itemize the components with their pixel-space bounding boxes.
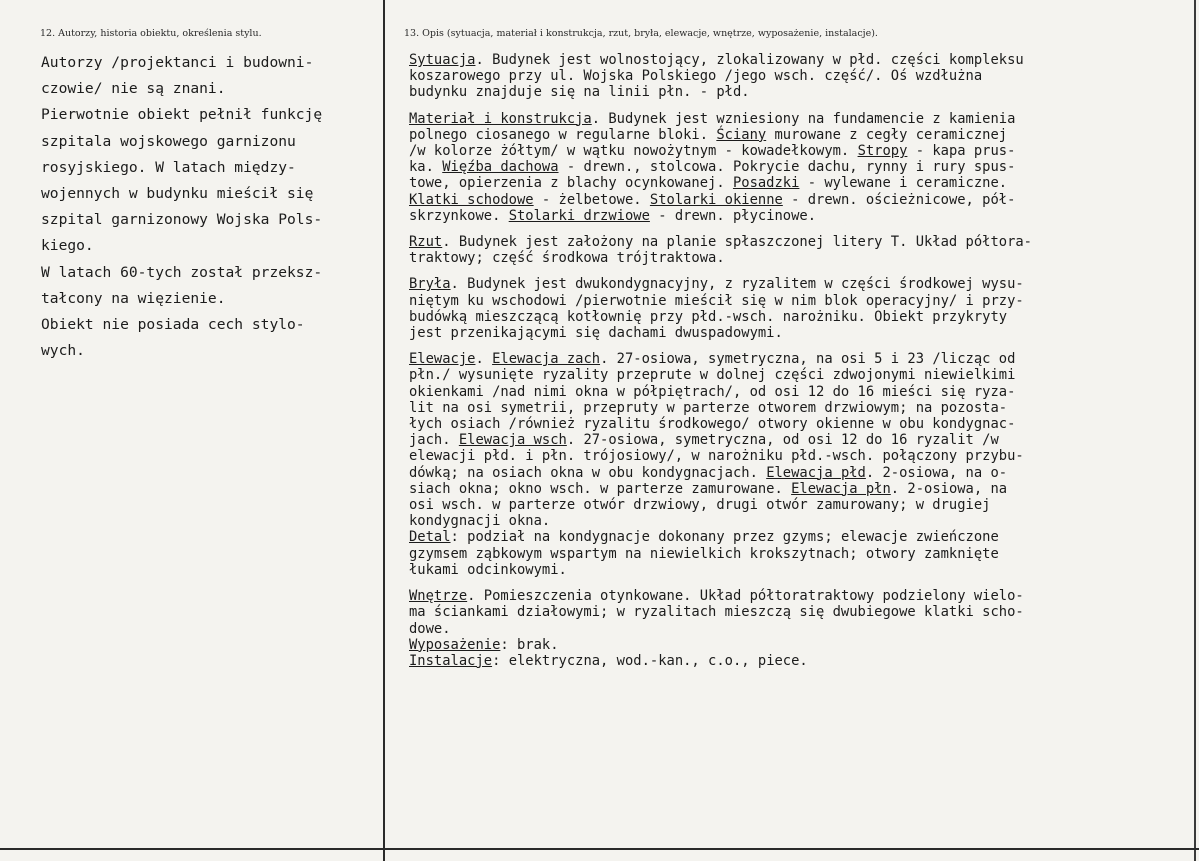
section-elewacje: Elewacje. Elewacja zach. 27-osiowa, symetryczna, na osi 5 i 23 /licząc od płn./ wysunięte ryzality przeprute w dolnej części zdwojonymi niewielkimi okienkami /nad nimi okna w półpiętrach/, od osi 12 do 16 mieści się ryza- lit na osi symetrii, przepruty w parterze otworem drzwiowym; na pozosta- łych osiach /również ryzalitu środkowego/ otwory okienne w obu kondygnac- jach. Elewacja wsch. 27-osiowa, symetryczna, od osi 12 do 16 ryzalit /w elewacji płd. i płn. trójosiowy/, w narożniku płd.-wsch. połączony przybu- dówką; na osiach okna w obu kondygnacjach. Elewacja płd. 2-osiowa, na o- siach okna; okno wsch. w parterze zamurowane. Elewacja płn. 2-osiowa, na osi wsch. w parterze otwór drzwiowy, drugi otwór zamurowany; w drugiej kondygnacji okna. xyxy=(409,351,1024,530)
elewacje-heading: Elewacje xyxy=(409,351,476,368)
history-line: Obiekt nie posiada cech stylo- xyxy=(41,316,305,334)
klatki-heading: Klatki schodowe xyxy=(409,191,534,208)
posadzki-heading: Posadzki xyxy=(732,175,800,192)
sciany-heading: Ściany xyxy=(716,126,767,143)
section-sytuacja: Sytuacja. Budynek jest wolnostojący, zlokalizowany w płd. części kompleksu koszarowego przy ul. Wojska Polskiego /jego wsch. część/. Oś wzdłużna budynku znajduje się na linii płn. - płd. xyxy=(409,52,1024,101)
instalacje-value: : elektryczna, wod.-kan., c.o., piece. xyxy=(492,652,808,669)
history-line: Pierwotnie obiekt pełnił funkcję xyxy=(41,106,323,124)
material-heading: Materiał i konstrukcja xyxy=(409,110,592,127)
history-line: czowie/ nie są znani. xyxy=(41,80,226,98)
instalacje-heading: Instalacje xyxy=(409,652,493,669)
rzut-heading: Rzut xyxy=(409,234,443,251)
section-bryla: Bryła. Budynek jest dwukondygnacyjny, z ryzalitem w części środkowej wysu- niętym ku wschodowi /pierwotnie mieścił się w nim blok operacyjny/ i przy- budówką mieszczącą kotłownię przy płd.-wsch. narożniku. Obiekt przykryty jest przenikającymi się dachami dwuspadowymi. xyxy=(409,276,1024,342)
column-divider xyxy=(383,0,385,861)
history-line: wych. xyxy=(41,342,85,360)
history-line: W latach 60-tych został przeksz- xyxy=(41,263,323,281)
section-detal: Detal: podział na kondygnacje dokonany przez gzyms; elewacje zwieńczone gzymsem ząbkowym wspartym na niewielkich krokszytnach; otwory zamknięte łukami odcinkowymi. xyxy=(409,529,999,578)
wiezba-heading: Więźba dachowa xyxy=(442,159,559,176)
right-section-header: 13. Opis (sytuacja, materiał i konstrukcja, rzut, bryła, elewacje, wnętrze, wyposażenie, instalacje). xyxy=(404,28,878,39)
section-rzut: Rzut. Budynek jest założony na planie spłaszczonej litery T. Układ półtora- traktowy; część środkowa trójtraktowa. xyxy=(409,234,1032,267)
sytuacja-heading: Sytuacja xyxy=(409,52,476,68)
history-line: tałcony na więzienie. xyxy=(41,289,226,307)
history-line: wojennych w budynku mieścił się xyxy=(41,185,314,203)
elewacja-wsch-heading: Elewacja wsch xyxy=(458,432,567,449)
wyposazenie-value: : brak. xyxy=(500,636,559,653)
stolarki-drzwiowe-heading: Stolarki drzwiowe xyxy=(508,207,650,224)
left-section-header: 12. Autorzy, historia obiektu, określenia stylu. xyxy=(40,28,262,39)
history-line: kiego. xyxy=(41,237,94,255)
bryla-heading: Bryła xyxy=(409,276,451,293)
wnetrze-heading: Wnętrze xyxy=(409,588,468,605)
elewacja-pld-heading: Elewacja płd xyxy=(766,464,866,481)
history-column xyxy=(41,50,377,364)
section-material: Materiał i konstrukcja. Budynek jest wzniesiony na fundamencie z kamienia polnego ciosanego w regularne bloki. Ściany murowane z cegły ceramicznej /w kolorze żółtym/ w wątku nowożytnym - kowadełkowym. Stropy - kapa prus- ka. Więźba dachowa - drewn., stolcowa. Pokrycie dachu, rynny i rury spus- towe, opierzenia z blachy ocynkowanej. Posadzki - wylewane i ceramiczne. Klatki schodowe - żelbetowe. Stolarki okienne - drewn. ościeżnicowe, pół- skrzynkowe. Stolarki drzwiowe - drewn. płycinowe. xyxy=(409,110,1016,224)
history-line: Autorzy /projektanci i budowni- xyxy=(41,54,314,71)
right-border xyxy=(1194,0,1196,861)
history-line: szpitala wojskowego garnizonu xyxy=(41,132,296,150)
bottom-border xyxy=(0,848,1199,850)
elewacja-zach-heading: Elewacja zach xyxy=(492,351,601,368)
history-line: rosyjskiego. W latach między- xyxy=(41,158,296,176)
stropy-heading: Stropy xyxy=(857,143,908,160)
detal-heading: Detal xyxy=(409,529,451,546)
history-line: szpital garnizonowy Wojska Pols- xyxy=(41,211,323,229)
section-wnetrze: Wnętrze. Pomieszczenia otynkowane. Układ półtoratraktowy podzielony wielo- ma ściankami działowymi; w ryzalitach mieszczą się dwubiegowe klatki scho- dowe. Wyposażenie: brak. Instalacje: elektryczna, wod.-kan., c.o., piece. xyxy=(409,588,1024,669)
description-column xyxy=(409,52,1184,669)
wyposazenie-heading: Wyposażenie xyxy=(409,636,501,653)
elewacja-pln-heading: Elewacja płn xyxy=(791,480,891,497)
stolarki-okienne-heading: Stolarki okienne xyxy=(649,191,783,208)
